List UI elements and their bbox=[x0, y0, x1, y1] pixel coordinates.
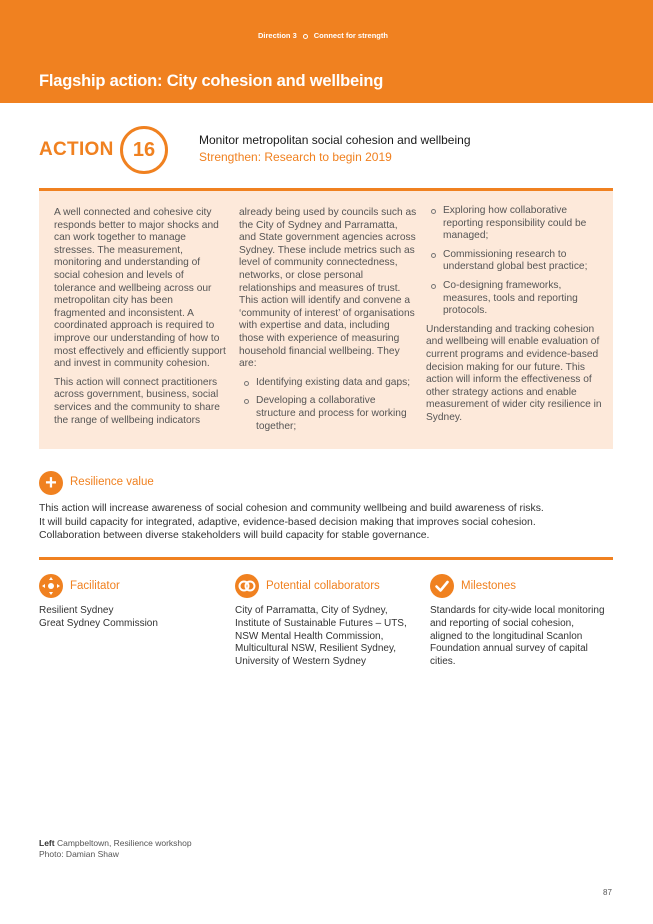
list-item: Commissioning research to understand global best practice; bbox=[426, 249, 604, 274]
paragraph: This action will connect practitioners across government, business, social services and the community to share the range of wellbeing indicators bbox=[54, 376, 220, 426]
caption-label: Left bbox=[39, 838, 55, 848]
collaborators-text: City of Parramatta, City of Sydney, Institute of Sustainable Futures – UTS, NSW Mental Health Commission, Multicultural NSW, Resilient Sydney, University of Western Sydney bbox=[235, 605, 407, 668]
plus-icon: + bbox=[39, 471, 63, 495]
breadcrumb-section: Direction 3 bbox=[258, 31, 297, 40]
caption-line bbox=[39, 838, 192, 849]
text-line: Resilient Sydney bbox=[39, 605, 114, 616]
section-divider bbox=[39, 557, 613, 560]
page-title: Flagship action: City cohesion and wellbeing bbox=[39, 72, 384, 90]
milestones-heading: Milestones bbox=[461, 580, 516, 592]
action-subtitle: Strengthen: Research to begin 2019 bbox=[199, 150, 392, 164]
paragraph: already being used by councils such as the City of Sydney and Parramatta, and State government agencies across Sydney. These include metrics such as level of community connectedness, networks, or close personal relationships and measures of trust. This action will identify and convene a ‘community of interest’ of organisations with expertise and data, including those with experience of measuring household financial wellbeing. They are: bbox=[239, 207, 417, 370]
list-item: Identifying existing data and gaps; bbox=[239, 377, 417, 390]
action-description-panel bbox=[39, 188, 613, 449]
bullet-list bbox=[426, 205, 604, 318]
breadcrumb bbox=[258, 31, 388, 40]
page-number: 87 bbox=[603, 888, 612, 897]
resilience-value-text bbox=[39, 502, 614, 543]
facilitator-heading: Facilitator bbox=[70, 580, 120, 592]
breadcrumb-separator-icon bbox=[303, 34, 308, 39]
action-label: ACTION bbox=[39, 139, 114, 160]
text-line: Great Sydney Commission bbox=[39, 617, 158, 629]
checkmark-icon bbox=[430, 574, 454, 598]
facilitator-icon bbox=[39, 574, 63, 598]
bullet-list bbox=[239, 377, 417, 433]
panel-column-3 bbox=[426, 205, 604, 431]
action-title: Monitor metropolitan social cohesion and wellbeing bbox=[199, 133, 471, 147]
breadcrumb-title: Connect for strength bbox=[313, 31, 388, 40]
collaborators-heading: Potential collaborators bbox=[266, 580, 380, 592]
text-line: Collaboration between diverse stakeholders will build capacity for stable governance. bbox=[39, 530, 430, 542]
paragraph: Understanding and tracking cohesion and wellbeing will enable evaluation of current programs and evidence-based decision making for our future. This action will inform the effectiveness of other strategy actions and enable measurement of wider city resilience in Sydney. bbox=[426, 323, 602, 423]
caption-text: Campbeltown, Resilience workshop bbox=[56, 838, 192, 848]
paragraph: A well connected and cohesive city responds better to major shocks and can work together to manage stresses. The measurement, monitoring and understanding of social cohesion and levels of tolerance and wellbeing across our metropolitan city has been fragmented and inconsistent. A coordinated approach is required to improve our understanding of how to most effectively and efficiently support and invest in community cohesion. bbox=[54, 207, 226, 370]
list-item: Co-designing frameworks, measures, tools and reporting protocols. bbox=[426, 280, 604, 318]
text-line: It will build capacity for integrated, adaptive, evidence-based decision making that improves social cohesion. bbox=[39, 516, 536, 528]
list-item: Exploring how collaborative reporting responsibility could be managed; bbox=[426, 205, 604, 243]
photographer: Photo: Damian Shaw bbox=[39, 849, 119, 859]
header-banner bbox=[0, 0, 653, 103]
resilience-value-heading: Resilience value bbox=[70, 476, 154, 488]
action-number-badge: 16 bbox=[120, 126, 168, 174]
photo-credit bbox=[39, 838, 192, 860]
panel-column-2 bbox=[239, 207, 417, 439]
text-line: This action will increase awareness of social cohesion and community wellbeing and build awareness of risks. bbox=[39, 503, 544, 514]
list-item: Developing a collaborative structure and process for working together; bbox=[239, 395, 417, 433]
panel-column-1 bbox=[54, 207, 227, 433]
milestones-text: Standards for city-wide local monitoring and reporting of social cohesion, aligned to the longitudinal Scanlon Foundation annual survey of capital cities. bbox=[430, 605, 605, 668]
facilitator-text bbox=[39, 605, 219, 631]
collaborators-icon bbox=[235, 574, 259, 598]
